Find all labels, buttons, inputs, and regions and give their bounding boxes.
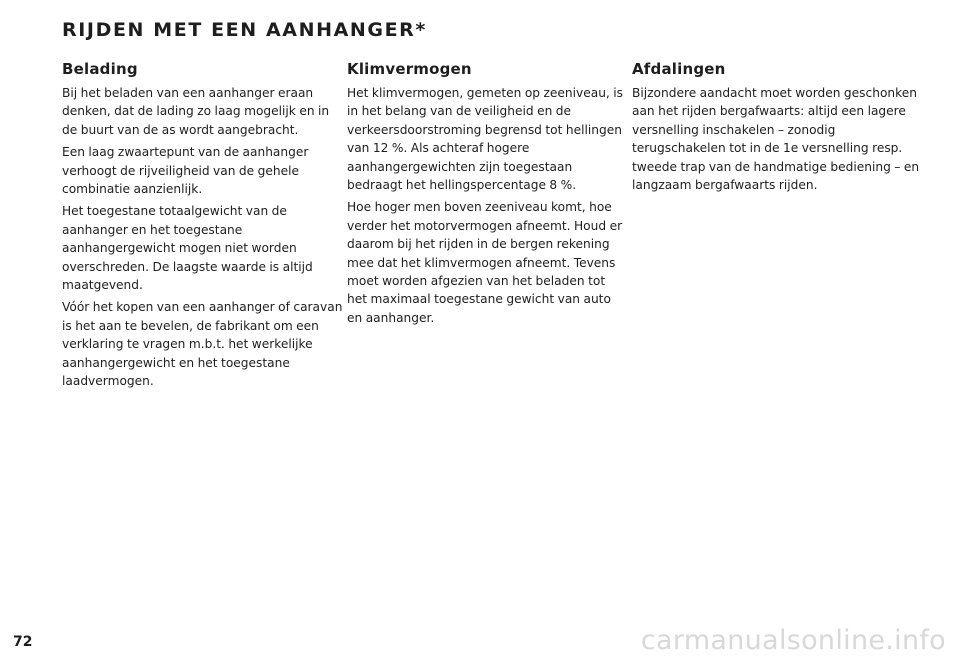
paragraph: Het klimvermogen, gemeten op zeeniveau, is in het belang van de veiligheid en de verkeersdoorstroming begrensd tot hellingen van 12 %. Als achteraf hogere aanhangergewichten zijn toegestaan bedraagt het hellingspercentage 8 %. [347,86,623,193]
section-heading-afdalingen: Afdalingen [632,60,726,78]
page-number: 72 [13,634,33,650]
paragraph: Bijzondere aandacht moet worden geschonken aan het rijden bergafwaarts: altijd een lagere versnelling inschakelen – zonodig terugschakelen tot in de 1e versnelling resp. tweede trap van de handmatige bediening – en langzaam bergafwaarts rijden. [632,86,920,193]
section-heading-klimvermogen: Klimvermogen [347,60,472,78]
section-heading-belading: Belading [62,60,138,78]
page-title: RIJDEN MET EEN AANHANGER* [62,19,427,41]
section-afdalingen [632,60,922,198]
paragraph: Hoe hoger men boven zeeniveau komt, hoe verder het motorvermogen afneemt. Houd er daarom bij het rijden in de bergen rekening mee dat het klimvermogen afneemt. Tevens moet worden afgezien van het beladen tot het maximaal toegestane gewicht van auto en aanhanger. [347,200,623,325]
paragraph: Vóór het kopen van een aanhanger of caravan is het aan te bevelen, de fabrikant om een verklaring te vragen m.b.t. het werkelijke aanhangergewicht en het toegestane laadvermogen. [62,300,343,389]
section-belading [62,60,346,395]
watermark: carmanualsonline.info [640,625,946,656]
section-klimvermogen [347,60,623,331]
paragraph: Het toegestane totaalgewicht van de aanhanger en het toegestane aanhangergewicht mogen niet worden overschreden. De laagste waarde is altijd maatgevend. [62,204,313,293]
paragraph: Bij het beladen van een aanhanger eraan denken, dat de lading zo laag mogelijk en in de buurt van de as wordt aangebracht. [62,86,330,137]
paragraph: Een laag zwaartepunt van de aanhanger verhoogt de rijveiligheid van de gehele combinatie aanzienlijk. [62,145,309,197]
